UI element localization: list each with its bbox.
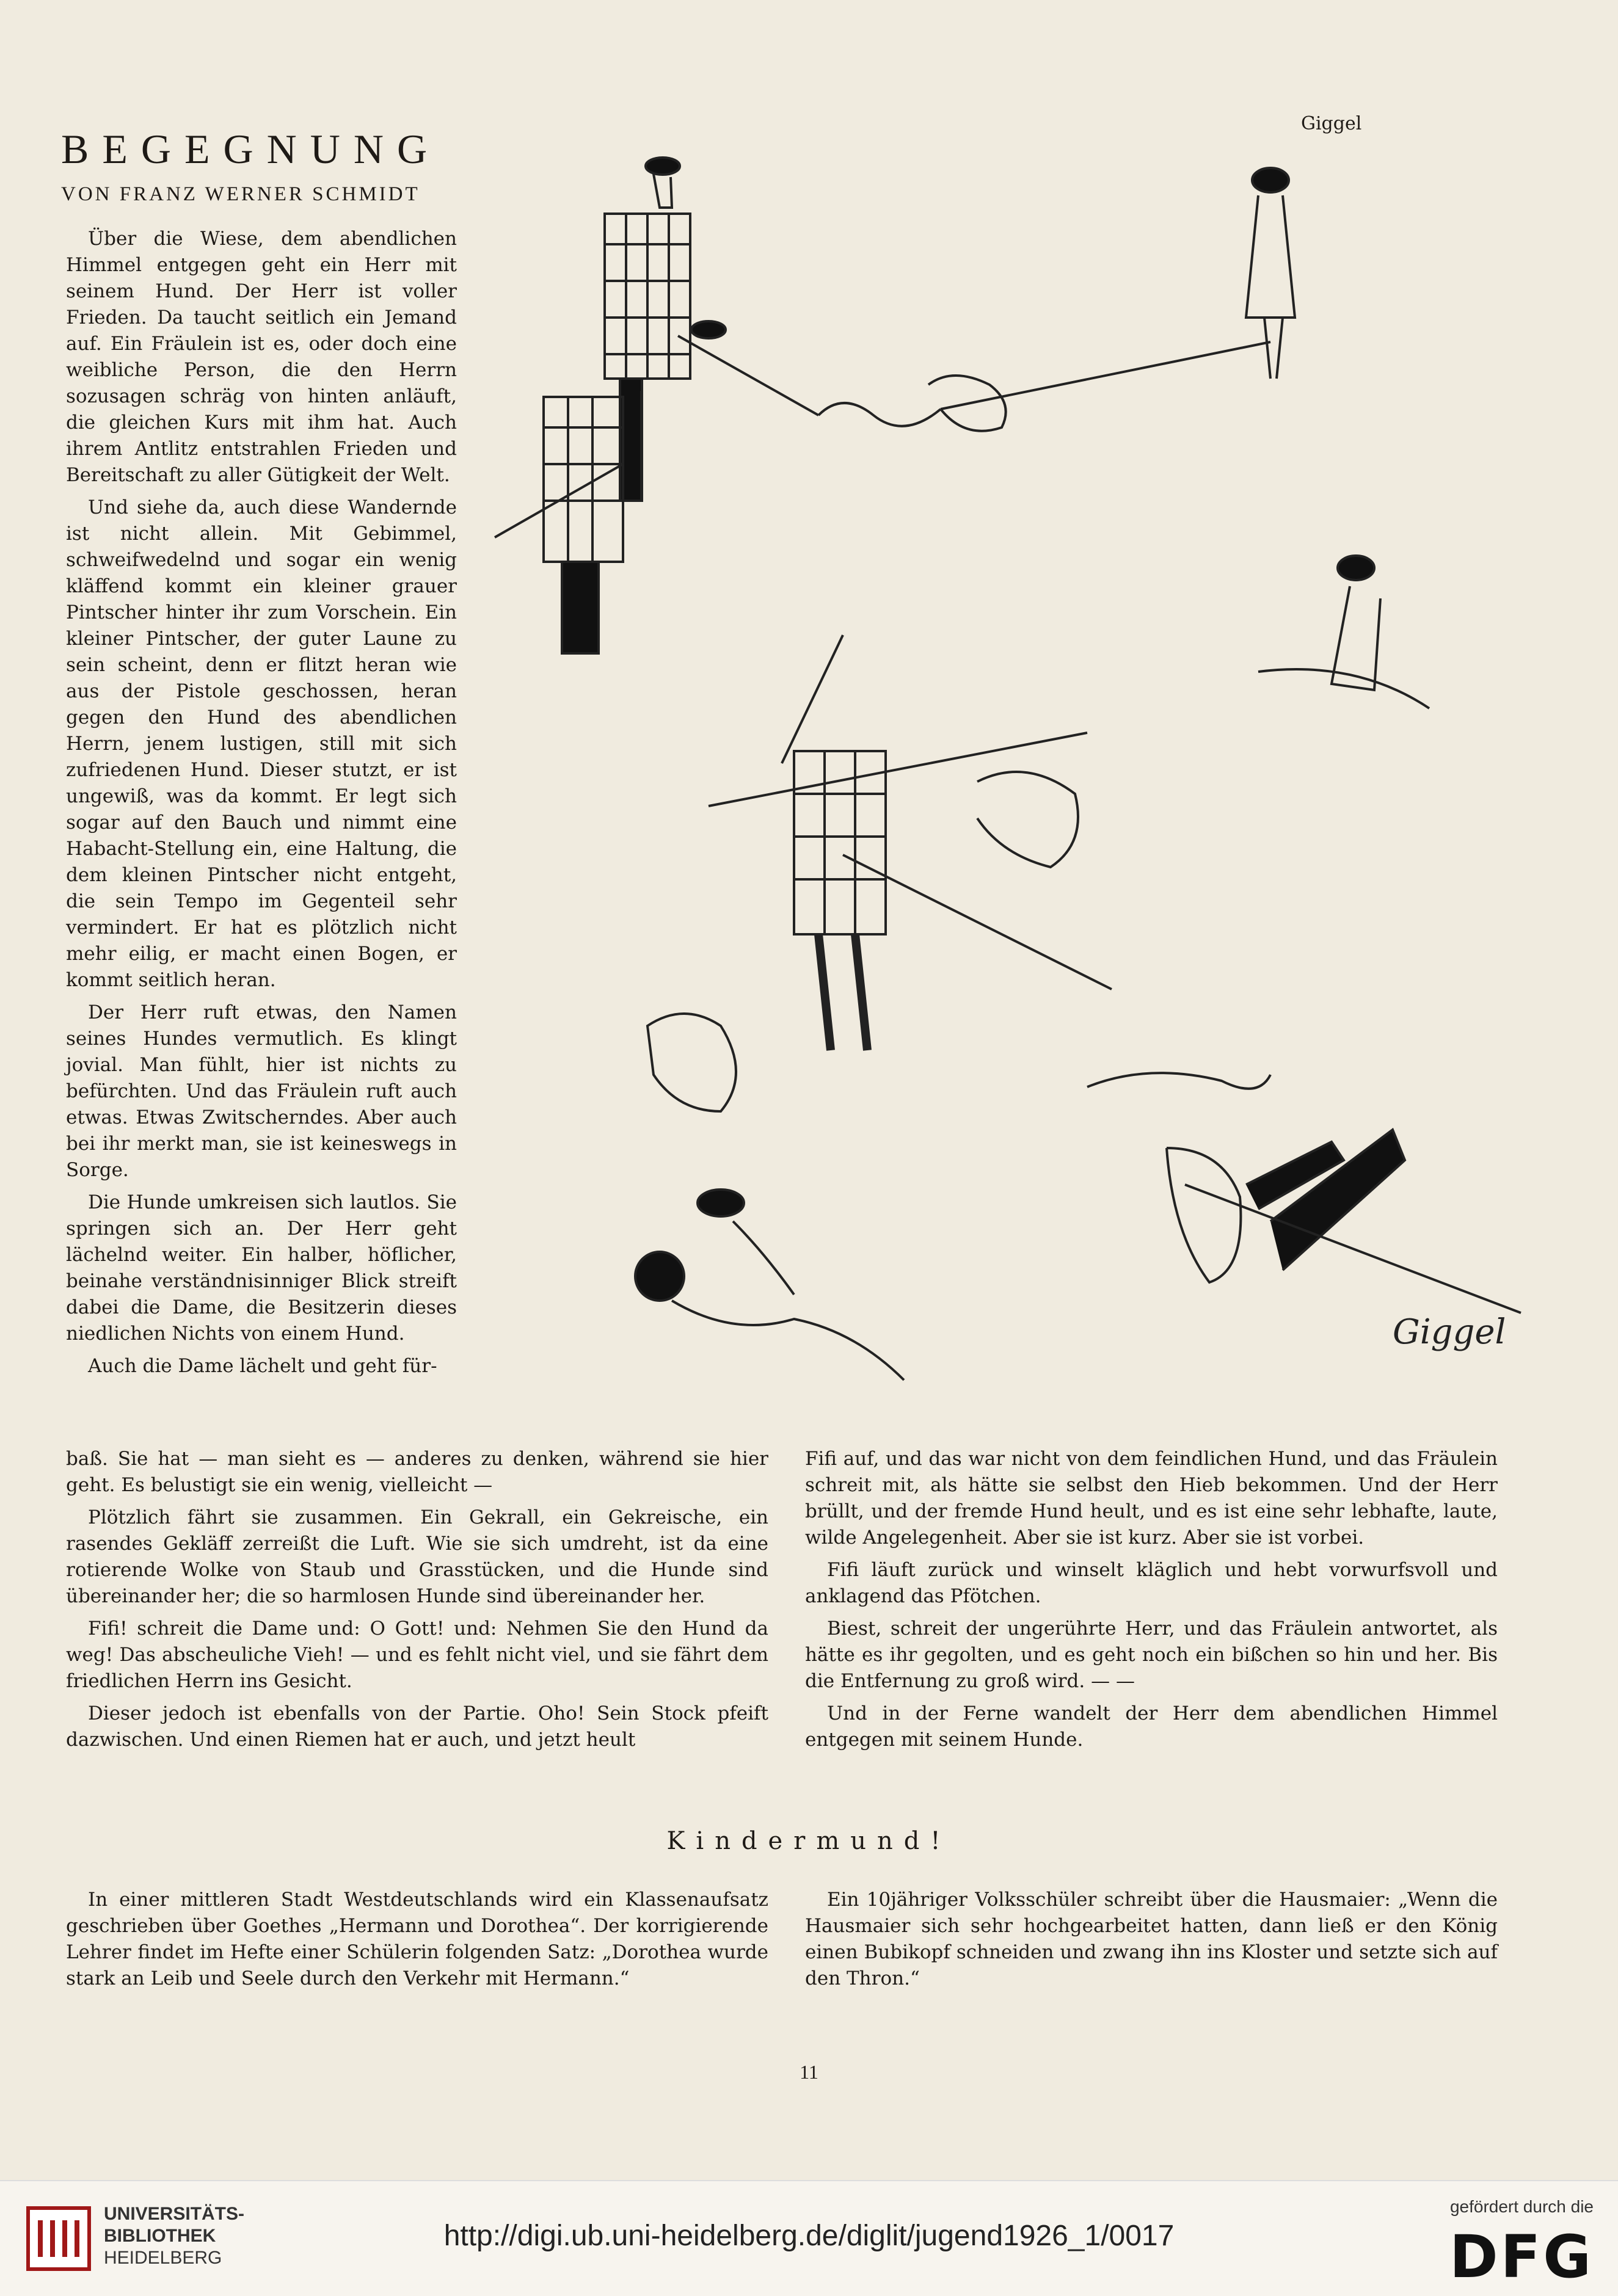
library-name-line: UNIVERSITÄTS- [104, 2204, 245, 2224]
story-column-left [66, 226, 457, 1386]
dfg-logo: DFG [1449, 2223, 1594, 2291]
funding-note: gefördert durch die [1449, 2197, 1594, 2216]
paragraph: Ein 10jähriger Volksschüler schreibt über die Hausmaier: „Wenn die Hausmaier sich sehr hochgearbeitet hatten, dann ließ er den König einen Bubikopf schneiden und zwang ihn ins Kloster und setzte sich auf den Thron.“ [805, 1889, 1498, 1989]
paragraph: Dieser jedoch ist ebenfalls von der Partie. Oho! Sein Stock pfeift dazwischen. Und einen Riemen hat er auch, und jetzt heult [66, 1702, 768, 1751]
running-header-artist: Giggel [1301, 113, 1362, 134]
illustration-dog-walk-scene [476, 122, 1551, 1423]
illustration-signature: Giggel [1393, 1312, 1506, 1352]
paragraph: baß. Sie hat — man sieht es — anderes zu denken, während sie hier geht. Es belustigt sie ein wenig, vielleicht — [66, 1448, 768, 1496]
paragraph: Über die Wiese, dem abendlichen Himmel entgegen geht ein Herr mit seinem Hund. Der Herr ist voller Frieden. Da taucht seitlich ein Jemand auf. Ein Fräulein ist es, oder doch eine weibliche Person, die den Herrn sozusagen schräg von hinten anläuft, die gleichen Kurs mit ihm hat. Auch ihrem Antlitz entstrahlen Frieden und Bereitschaft zu aller Gütigkeit der Welt. [66, 228, 457, 486]
permalink-url[interactable]: http://digi.ub.uni-heidelberg.de/diglit/jugend1926_1/0017 [443, 2220, 1175, 2252]
story-column-bottom-right [805, 1446, 1498, 1759]
paragraph: Plötzlich fährt sie zusammen. Ein Gekrall, ein Gekreische, ein rasendes Gekläff zerreißt die Luft. Wie sie sich umdreht, ist da eine rotierende Wolke von Staub und Grasstücken, und die Hunde sind übereinander her; die so harmlosen Hunde sind übereinander her. [66, 1506, 768, 1607]
paragraph: Die Hunde umkreisen sich lautlos. Sie springen sich an. Der Herr geht lächelnd weiter. Ein halber, höflicher, beinahe verständnisinniger Blick streift dabei die Dame, die Besitzerin dieses niedlichen Nichts von einem Hund. [66, 1191, 457, 1345]
article-byline: VON FRANZ WERNER SCHMIDT [61, 183, 420, 205]
paragraph: Auch die Dame lächelt und geht für- [88, 1355, 437, 1377]
kindermund-column-right [805, 1887, 1498, 1998]
paragraph: Der Herr ruft etwas, den Namen seines Hundes vermutlich. Es klingt jovial. Man fühlt, hier ist nichts zu befürchten. Und das Fräulein ruft auch etwas. Etwas Zwitscherndes. Aber auch bei ihr merkt man, sie ist keineswegs in Sorge. [66, 1001, 457, 1181]
paragraph: Fifi auf, und das war nicht von dem feindlichen Hund, und das Fräulein schreit mit, als hätte sie selbst den Hieb bekommen. Und der Herr brüllt, und der fremde Hund heult, und es ist eine sehr lebhafte, laute, wilde Angelegenheit. Aber sie ist kurz. Aber sie ist vorbei. [805, 1448, 1498, 1549]
kindermund-column-left [66, 1887, 768, 1998]
story-column-bottom-left [66, 1446, 768, 1759]
paragraph: In einer mittleren Stadt Westdeutschlands wird ein Klassenaufsatz geschrieben über Goethes „Hermann und Dorothea“. Der korrigierende Lehrer findet im Hefte einer Schülerin folgenden Satz: „Dorothea wurde stark an Leib und Seele durch den Verkehr mit Hermann.“ [66, 1889, 768, 1989]
paragraph: Und siehe da, auch diese Wandernde ist nicht allein. Mit Gebimmel, schweifwedelnd und sogar ein wenig kläffend kommt ein kleiner grauer Pintscher hinter ihr zum Vorschein. Ein kleiner Pintscher, der guter Laune zu sein scheint, denn er flitzt heran wie aus der Pistole geschossen, heran gegen den Hund des abendlichen Herrn, jenem lustigen, still mit sich zufriedenen Hund. Dieser stutzt, er ist ungewiß, was da kommt. Er legt sich sogar auf den Bauch und nimmt eine Habacht-Stellung ein, eine Haltung, die dem kleinen Pintscher nicht entgeht, die sein Tempo im Gegenteil sehr vermindert. Er hat es plötzlich nicht mehr eilig, er macht einen Bogen, er kommt seitlich heran. [66, 496, 457, 991]
page-number: 11 [800, 2061, 818, 2083]
library-name-line: BIBLIOTHEK [104, 2226, 216, 2246]
digitization-footer [0, 2180, 1618, 2296]
kindermund-heading: Kindermund! [666, 1827, 952, 1855]
article-title: BEGEGNUNG [61, 126, 441, 172]
paragraph: Fifi läuft zurück und winselt kläglich und hebt vorwurfsvoll und anklagend das Pfötchen. [805, 1559, 1498, 1607]
paragraph: Fifi! schreit die Dame und: O Gott! und: Nehmen Sie den Hund da weg! Das abscheuliche Vieh! — und es fehlt nicht viel, und sie fährt dem friedlichen Herrn ins Gesicht. [66, 1618, 768, 1692]
paragraph: Und in der Ferne wandelt der Herr dem abendlichen Himmel entgegen mit seinem Hunde. [805, 1702, 1498, 1751]
paragraph: Biest, schreit der ungerührte Herr, und das Fräulein antwortet, als hätte es ihr gegolten, und es geht noch ein bißchen so hin und her. Bis die Entfernung zu groß wird. — — [805, 1618, 1498, 1692]
library-name-line: HEIDELBERG [104, 2248, 222, 2268]
